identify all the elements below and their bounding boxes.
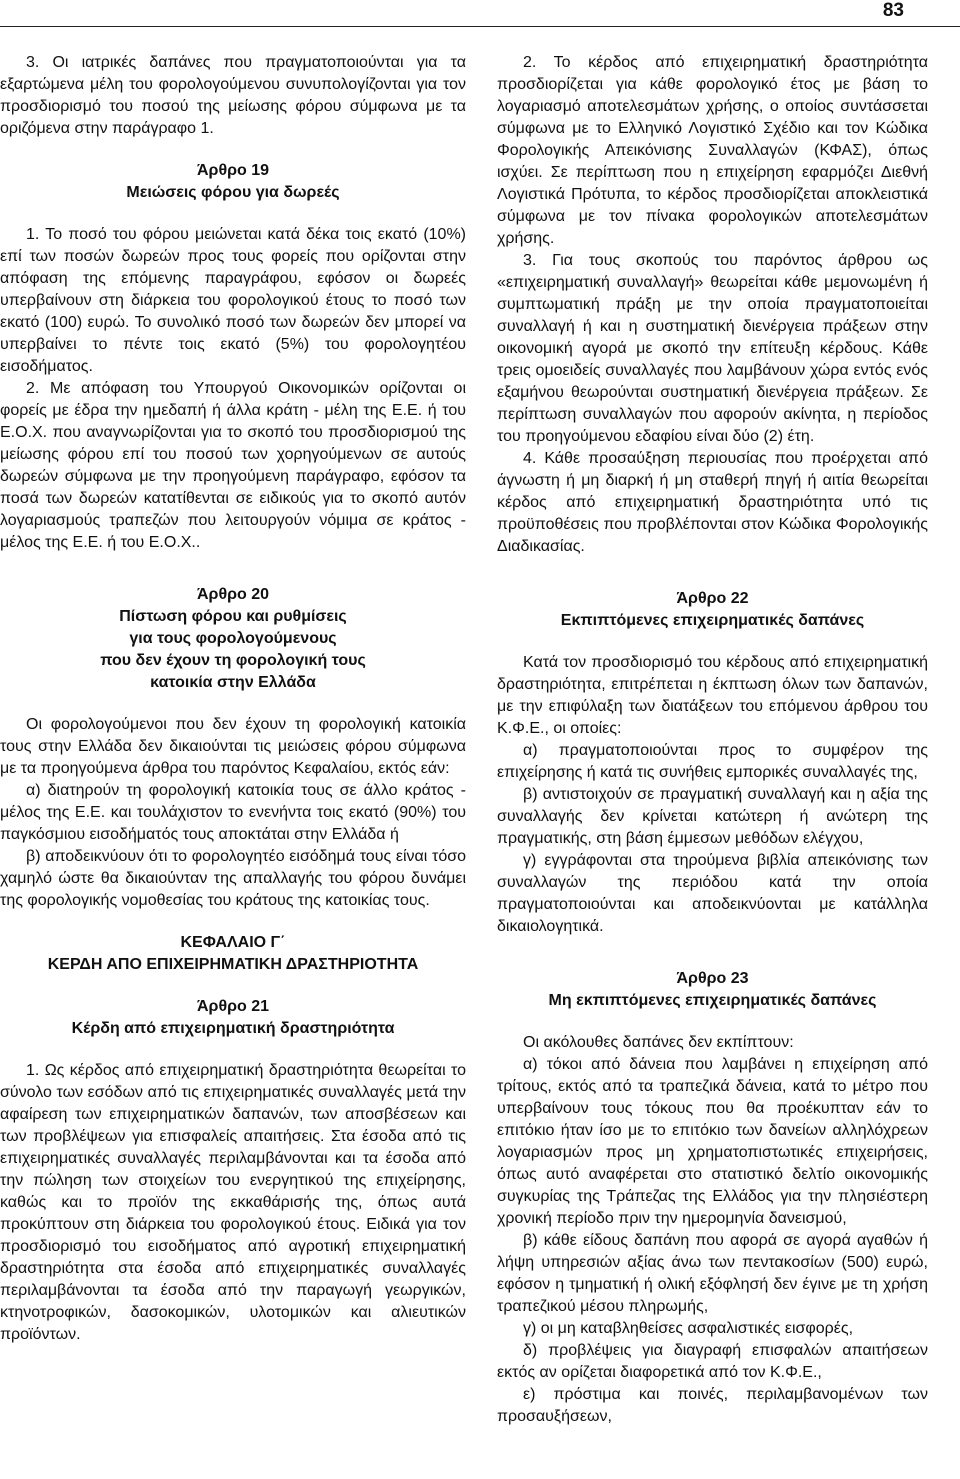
paragraph: β) αποδεικνύουν ότι το φορολογητέο εισόδημά τους είναι τόσο χαμηλό ώστε θα δικαιούνταν της απαλλαγής του φόρου δυνάμει της φορολογικής νομοθεσίας του κράτους της κατοικίας τους. — [0, 848, 466, 909]
paragraph: 3. Για τους σκοπούς του παρόντος άρθρου ως «επιχειρηματική συναλλαγή» θεωρείται κάθε μεμονωμένη ή συμπτωματική πράξη με την οποία πραγματοποιείται συναλλαγή ή και η συστηματική διενέργεια πράξεων στην οικονομική αγορά με σκοπό την επίτευξη κέρδους. Κάθε τρεις ομοειδείς συναλλαγές που λαμβάνουν χώρα εντός ενός εξαμήνου θεωρούνται συστηματική διενέργεια πράξεων. Σε περίπτωση συναλλαγών που αφορούν ακίνητα, η περίοδος του προηγούμενου εδαφίου είναι δύο (2) έτη. — [497, 252, 928, 445]
article-number: Άρθρο 20 — [196, 586, 269, 603]
paragraph: 3. Οι ιατρικές δαπάνες που πραγματοποιούνται για τα εξαρτώμενα μέλη του φορολογούμενου συνυπολογίζονται για τον προσδιορισμό του ποσού της μείωσης φόρου σύμφωνα με τα οριζόμενα στην παράγραφο 1. — [0, 54, 466, 137]
article-number: Άρθρο 21 — [196, 998, 269, 1015]
paragraph: 2. Με απόφαση του Υπουργού Οικονομικών ορίζονται οι φορείς με έδρα την ημεδαπή ή άλλα κράτη - μέλη της Ε.Ε. ή του Ε.Ο.Χ. που αναγνωρίζονται για το σκοπό του προσδιορισμού της μείωσης φόρου επί του ποσού των χορηγούμενων σε αυτούς δωρεών σύμφωνα με την προηγούμενη παράγραφο, εφόσον τα ποσά των δωρεών κατατίθενται σε ειδικούς για το σκοπό αυτόν λογαριασμούς τραπεζών που λειτουργούν νόμιμα σε κράτος - μέλος της Ε.Ε. ή του Ε.Ο.Χ.. — [0, 380, 466, 551]
paragraph: 4. Κάθε προσαύξηση περιουσίας που προέρχεται από άγνωστη ή μη διαρκή ή μη σταθερή πηγή ή αιτία θεωρείται κέρδος από επιχειρηματική δραστηριότητα υπό τις προϋποθέσεις που προβλέπονται στον Κώδικα Φορολογικής Διαδικασίας. — [497, 450, 928, 555]
page-number: 83 — [882, 0, 904, 21]
paragraph: 1. Ως κέρδος από επιχειρηματική δραστηριότητα θεωρείται το σύνολο των εσόδων από τις επιχειρηματικές συναλλαγές μετά την αφαίρεση των επιχειρηματικών δαπανών, των αποσβέσεων και των προβλέψεων για επισφαλείς απαιτήσεις. Στα έσοδα από τις επιχειρηματικές συναλλαγές περιλαμβάνονται και τα έσοδα από την πώληση των στοιχείων του ενεργητικού της επιχείρησης, καθώς και το προϊόν της εκκαθάρισής της, όπως αυτά προκύπτουν στη διάρκεια του φορολογικού έτους. Ειδικά για τον προσδιορισμό του εισοδήματος από αγροτική επιχειρηματική δραστηριότητα στα έσοδα από επιχειρηματικές συναλλαγές περιλαμβάνονται τα έσοδα από την παραγωγή γεωργικών, κτηνοτροφικών, δασοκομικών, υλοτομικών και αλιευτικών προϊόντων. — [0, 1062, 466, 1343]
paragraph: α) διατηρούν τη φορολογική κατοικία τους σε άλλο κράτος - μέλος της Ε.Ε. και τουλάχιστον το ενενήντα τοις εκατό (90%) του παγκόσμιου εισοδήματός τους αποκτάται στην Ελλάδα ή — [0, 782, 466, 843]
article-title-line: Πίστωση φόρου και ρυθμίσεις — [119, 608, 347, 625]
paragraph: Κατά τον προσδιορισμό του κέρδους από επιχειρηματική δραστηριότητα, επιτρέπεται η έκπτωση όλων των δαπανών, με την επιφύλαξη των διατάξεων του επόμενου άρθρου του Κ.Φ.Ε., οι οποίες: — [497, 654, 928, 737]
article-number: Άρθρο 19 — [196, 162, 269, 179]
article-title: Κέρδη από επιχειρηματική δραστηριότητα — [71, 1020, 395, 1037]
paragraph: Οι φορολογούμενοι που δεν έχουν τη φορολογική κατοικία τους στην Ελλάδα δεν δικαιούνται τις μειώσεις φόρου σύμφωνα με τα προηγούμενα άρθρα του παρόντος Κεφαλαίου, εκτός εάν: — [0, 716, 466, 777]
chapter-number: ΚΕΦΑΛΑΙΟ Γ΄ — [180, 934, 286, 951]
paragraph: γ) εγγράφονται στα τηρούμενα βιβλία απεικόνισης των συναλλαγών της περιόδου κατά την οποία πραγματοποιούνται και αποδεικνύονται με κατάλληλα δικαιολογητικά. — [497, 852, 928, 935]
top-rule — [0, 26, 960, 27]
article-title-line: που δεν έχουν τη φορολογική τους — [100, 652, 366, 669]
article-number: Άρθρο 23 — [676, 970, 749, 987]
paragraph: ε) πρόστιμα και ποινές, περιλαμβανομένων των προσαυξήσεων, — [497, 1386, 928, 1425]
article-title-line: κατοικία στην Ελλάδα — [150, 674, 316, 691]
article-title: Μη εκπιπτόμενες επιχειρηματικές δαπάνες — [548, 992, 877, 1009]
paragraph: β) κάθε είδους δαπάνη που αφορά σε αγορά αγαθών ή λήψη υπηρεσιών αξίας άνω των πεντακοσίων (500) ευρώ, εφόσον η τμηματική ή ολική εξόφλησή δεν έγινε με τη χρήση τραπεζικού μέσου πληρωμής, — [497, 1232, 928, 1315]
article-title-line: για τους φορολογούμενους — [129, 630, 337, 647]
article-title: Μειώσεις φόρου για δωρεές — [126, 184, 340, 201]
paragraph: 1. Το ποσό του φόρου μειώνεται κατά δέκα τοις εκατό (10%) επί των ποσών δωρεών προς τους φορείς που ορίζονται στην απόφαση της επόμενης παραγράφου, εφόσον οι δωρεές υπερβαίνουν στη διάρκεια του φορολογικού έτους το ποσό των εκατό (100) ευρώ. Το συνολικό ποσό των δωρεών δεν μπορεί να υπερβαίνει το πέντε τοις εκατό (5%) του φορολογητέου εισοδήματος. — [0, 226, 466, 375]
paragraph: α) πραγματοποιούνται προς το συμφέρον της επιχείρησης ή κατά τις συνήθεις εμπορικές συναλλαγές της, — [497, 742, 928, 781]
paragraph: 2. Το κέρδος από επιχειρηματική δραστηριότητα προσδιορίζεται για κάθε φορολογικό έτος με βάση το λογαριασμό αποτελεσμάτων χρήσης, ο οποίος συντάσσεται σύμφωνα με το Ελληνικό Λογιστικό Σχέδιο και τον Κώδικα Φορολογικής Απεικόνισης Συναλλαγών (ΚΦΑΣ), όπως ισχύει. Σε περίπτωση που η επιχείρηση εφαρμόζει Διεθνή Λογιστικά Πρότυπα, το κέρδος προσδιορίζεται αποκλειστικά σύμφωνα με τον πίνακα φορολογικών αποτελεσμάτων χρήσης. — [497, 54, 928, 247]
article-number: Άρθρο 22 — [676, 590, 749, 607]
paragraph: α) τόκοι από δάνεια που λαμβάνει η επιχείρηση από τρίτους, εκτός από τα τραπεζικά δάνεια, κατά το μέτρο που υπερβαίνουν τους τόκους που θα προέκυπταν εάν το επιτόκιο ήταν ίσο με το επιτόκιο των δανείων αλληλόχρεων λογαριασμών προς μη χρηματοπιστωτικές επιχειρήσεις, όπως αυτό αναφέρεται στο στατιστικό δελτίο οικονομικής συγκυρίας της Τράπεζας της Ελλάδος για την πλησιέστερη χρονική περίοδο πριν την ημερομηνία δανεισμού, — [497, 1056, 928, 1227]
paragraph: Οι ακόλουθες δαπάνες δεν εκπίπτουν: — [523, 1034, 794, 1051]
article-title: Εκπιπτόμενες επιχειρηματικές δαπάνες — [560, 612, 865, 629]
paragraph: β) αντιστοιχούν σε πραγματική συναλλαγή και η αξία της συναλλαγής δεν κρίνεται κατώτερη ή ανώτερη της πραγματικής, στη βάση έμμεσων μεθόδων ελέγχου, — [497, 786, 928, 847]
chapter-title: ΚΕΡΔΗ ΑΠΟ ΕΠΙΧΕΙΡΗΜΑΤΙΚΗ ΔΡΑΣΤΗΡΙΟΤΗΤΑ — [47, 956, 419, 973]
paragraph: δ) προβλέψεις για διαγραφή επισφαλών απαιτήσεων εκτός αν ορίζεται διαφορετικά από τον Κ.Φ.Ε., — [497, 1342, 928, 1381]
paragraph: γ) οι μη καταβληθείσες ασφαλιστικές εισφορές, — [523, 1320, 854, 1337]
left-column — [0, 52, 466, 1346]
right-column — [497, 52, 928, 1428]
